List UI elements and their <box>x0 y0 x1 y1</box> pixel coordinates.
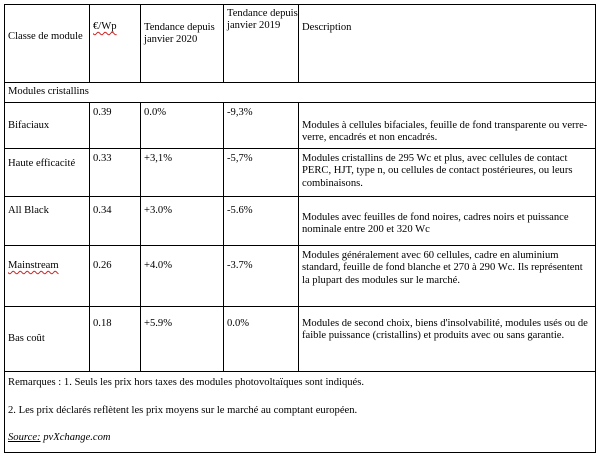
header-tendance-2020: Tendance depuis janvier 2020 <box>144 22 215 46</box>
row-bifaciaux-prix: 0.39 <box>93 107 112 118</box>
row-bas-cout-prix: 0.18 <box>93 318 112 329</box>
row-mainstream-tendance-2019: -3.7% <box>227 260 253 271</box>
row-bifaciaux-classe: Bifaciaux <box>8 120 50 131</box>
row-all-black-prix: 0.34 <box>93 205 112 216</box>
row-all-black-tendance-2019: -5.6% <box>227 205 253 216</box>
row-mainstream-tendance-2020: +4.0% <box>144 260 173 271</box>
row-haute-efficacite-classe: Haute efficacité <box>8 158 76 169</box>
row-all-black-classe: All Black <box>8 205 49 216</box>
remark-2: 2. Les prix déclarés reflètent les prix moyens sur le marché au comptant européen. <box>8 405 358 416</box>
row-bas-cout-description: Modules de second choix, biens d'insolvabilité, modules usés ou de faible puissance (cristallins) et produits avec ou sans garantie. <box>302 318 588 342</box>
row-mainstream-classe <box>8 260 88 272</box>
remark-1: Remarques : 1. Seuls les prix hors taxes des modules photovoltaïques sont indiqués. <box>8 377 365 388</box>
row-haute-efficacite-tendance-2020: +3,1% <box>144 153 173 164</box>
source-name: pvXchange.com <box>43 432 111 443</box>
row-all-black-description: Modules avec feuilles de fond noires, cadres noirs et puissance nominale entre 200 et 320 Wc <box>302 212 569 236</box>
source-label: Source: <box>8 432 41 443</box>
row-bifaciaux-tendance-2020: 0.0% <box>144 107 167 118</box>
row-bifaciaux-tendance-2019: -9,3% <box>227 107 253 118</box>
row-bas-cout-tendance-2020: +5.9% <box>144 318 173 329</box>
row-haute-efficacite-tendance-2019: -5,7% <box>227 153 253 164</box>
row-all-black-tendance-2020: +3.0% <box>144 205 173 216</box>
row-bas-cout-tendance-2019: 0.0% <box>227 318 250 329</box>
mainstream-label: Mainstream <box>8 260 59 271</box>
desc-haute-part1: Modules cristallins de 295 Wc et plus, avec cellules de contact PERC, HJT, type n, ou cellules de contact postérieures, ou leurs combinaisons. <box>302 153 573 189</box>
header-tendance-2019: Tendance depuis janvier 2019 <box>227 8 298 32</box>
row-bas-cout-classe: Bas coût <box>8 333 45 344</box>
source-line <box>8 432 408 444</box>
header-classe: Classe de module <box>8 31 83 42</box>
row-mainstream-prix: 0.26 <box>93 260 112 271</box>
row-haute-efficacite-description <box>302 153 592 190</box>
section-title: Modules cristallins <box>8 86 89 97</box>
row-bifaciaux-description: Modules à cellules bifaciales, feuille de fond transparente ou verre-verre, encadrés et non encadrés. <box>302 120 588 144</box>
header-description: Description <box>302 22 352 33</box>
header-prix-text: €/Wp <box>93 21 117 32</box>
header-prix <box>93 21 137 33</box>
row-mainstream-description: Modules généralement avec 60 cellules, cadre en aluminium standard, feuille de fond blanche et 270 à 290 Wc. Ils représentent la plupart des modules sur le marché. <box>302 250 583 286</box>
row-haute-efficacite-prix: 0.33 <box>93 153 112 164</box>
